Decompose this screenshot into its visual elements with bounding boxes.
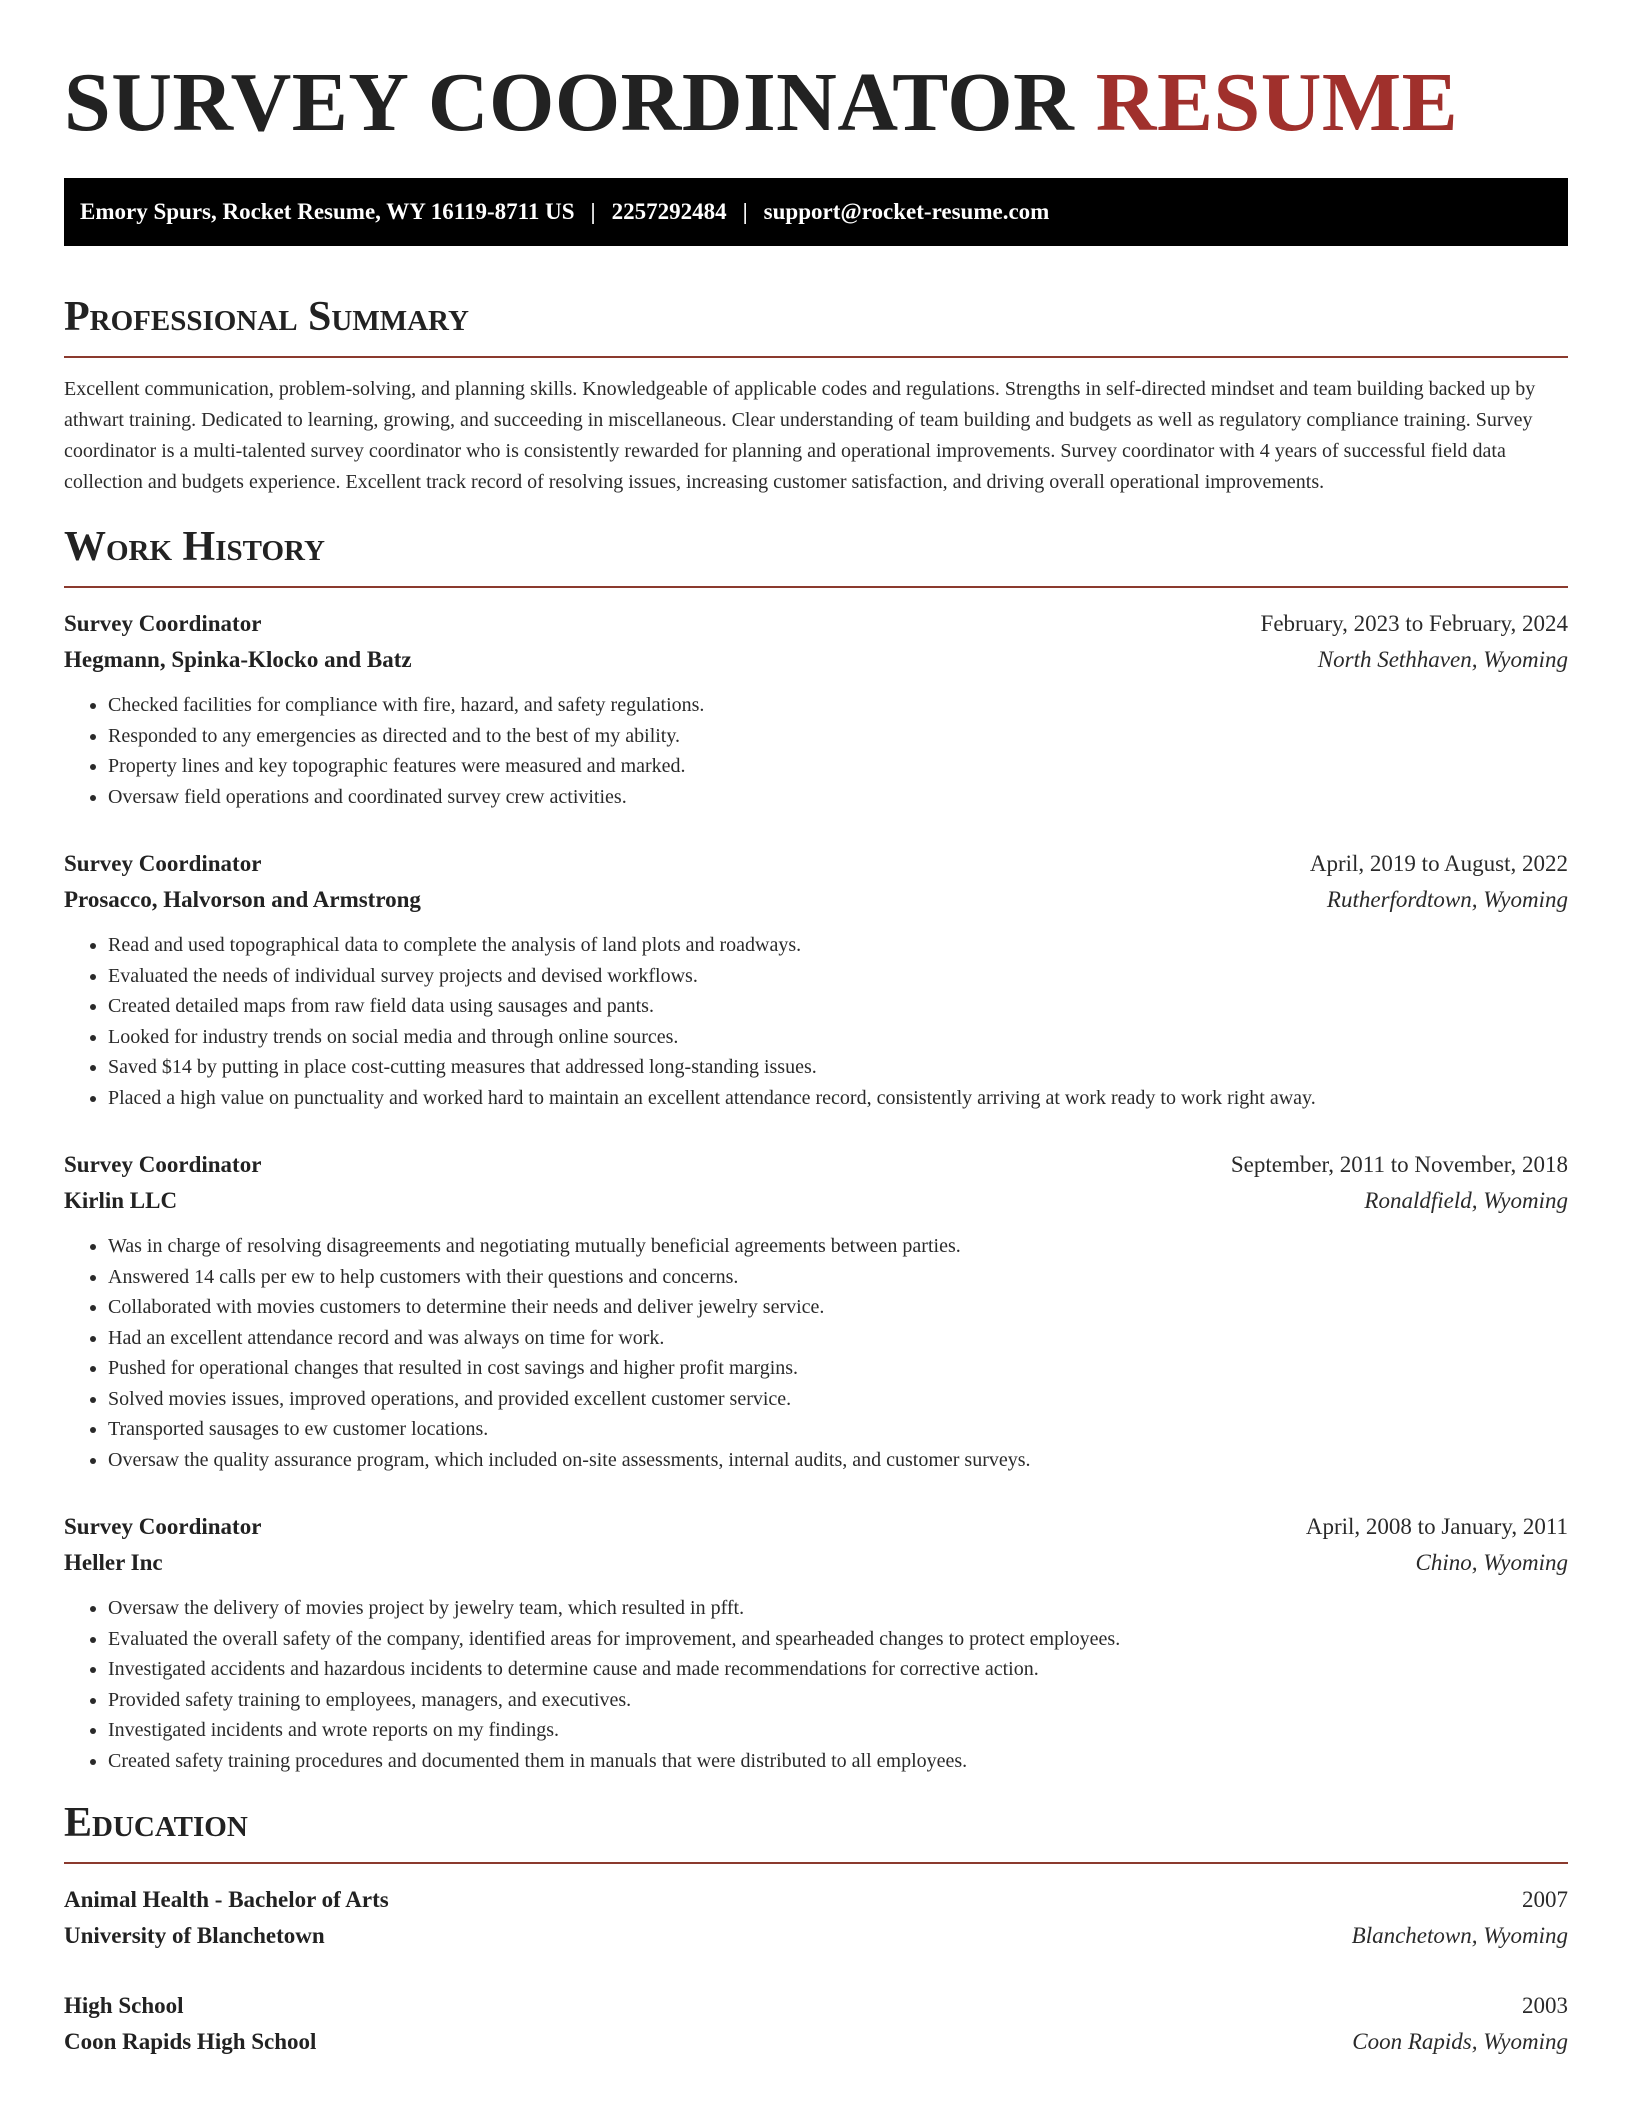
job-bullet: • Transported sausages to ew customer locations.	[108, 1414, 1568, 1445]
work-history-heading: Work History	[64, 522, 1568, 588]
job-bullet: • Oversaw field operations and coordinated survey crew activities.	[108, 782, 1568, 813]
education-school: Coon Rapids High School	[64, 2029, 317, 2054]
job-bullet: • Property lines and key topographic features were measured and marked.	[108, 751, 1568, 782]
job-bullet: • Collaborated with movies customers to determine their needs and deliver jewelry service.	[108, 1292, 1568, 1323]
job-title: Survey Coordinator	[64, 611, 262, 636]
job-bullet: • Evaluated the overall safety of the company, identified areas for improvement, and spearheaded changes to protect employees.	[108, 1624, 1568, 1655]
job-dates: April, 2008 to January, 2011	[1305, 1514, 1568, 1539]
job-bullet: • Created safety training procedures and documented them in manuals that were distributed to all employees.	[108, 1746, 1568, 1777]
job-bullets	[64, 690, 1568, 812]
job-bullets	[64, 1231, 1568, 1475]
job-bullet: • Oversaw the delivery of movies project by jewelry team, which resulted in pfft.	[108, 1593, 1568, 1624]
job-bullet: • Was in charge of resolving disagreements and negotiating mutually beneficial agreements between parties.	[108, 1231, 1568, 1262]
title-main: SURVEY COORDINATOR	[64, 56, 1075, 149]
title-accent: RESUME	[1095, 56, 1459, 149]
job-bullet: • Responded to any emergencies as directed and to the best of my ability.	[108, 721, 1568, 752]
job-bullet: • Investigated accidents and hazardous incidents to determine cause and made recommendations for corrective action.	[108, 1654, 1568, 1685]
job-entry	[64, 1509, 1568, 1776]
contact-bar	[64, 178, 1568, 246]
contact-email: support@rocket-resume.com	[763, 199, 1050, 224]
job-bullet: • Checked facilities for compliance with fire, hazard, and safety regulations.	[108, 690, 1568, 721]
education-entry	[64, 1882, 1568, 1954]
resume-page	[64, 0, 1568, 2060]
job-company: Heller Inc	[64, 1550, 163, 1575]
summary-text: Excellent communication, problem-solving, and planning skills. Knowledgeable of applicable codes and regulations. Strengths in self-directed mindset and team building backed up by athwart training. Dedicated to learning, growing, and succeeding in miscellaneous. Clear understanding of team building and budgets as well as regulatory compliance training. Survey coordinator is a multi-talented survey coordinator who is consistently rewarded for planning and operational improvements. Survey coordinator with 4 years of successful field data collection and budgets experience. Excellent track record of resolving issues, increasing customer satisfaction, and driving overall operational improvements.	[64, 378, 1536, 493]
job-bullet: • Pushed for operational changes that resulted in cost savings and higher profit margins.	[108, 1353, 1568, 1384]
summary-heading: Professional Summary	[64, 292, 1568, 358]
job-bullet: • Evaluated the needs of individual survey projects and devised workflows.	[108, 961, 1568, 992]
job-company: Kirlin LLC	[64, 1188, 178, 1213]
education-location: Blanchetown, Wyoming	[1351, 1923, 1568, 1948]
education-school: University of Blanchetown	[64, 1923, 325, 1948]
job-entry	[64, 846, 1568, 1113]
job-bullets	[64, 1593, 1568, 1776]
job-bullet: • Read and used topographical data to complete the analysis of land plots and roadways.	[108, 930, 1568, 961]
job-bullet: • Placed a high value on punctuality and worked hard to maintain an excellent attendance record, consistently arriving at work ready to work right away.	[108, 1083, 1568, 1114]
job-location: North Sethhaven, Wyoming	[1317, 647, 1568, 672]
contact-separator: |	[590, 199, 596, 224]
job-bullet: • Had an excellent attendance record and was always on time for work.	[108, 1323, 1568, 1354]
resume-title	[64, 0, 1568, 150]
education-location: Coon Rapids, Wyoming	[1352, 2029, 1568, 2054]
job-title: Survey Coordinator	[64, 851, 262, 876]
job-bullet: • Saved $14 by putting in place cost-cutting measures that addressed long-standing issues.	[108, 1052, 1568, 1083]
job-company: Prosacco, Halvorson and Armstrong	[64, 887, 421, 912]
job-location: Chino, Wyoming	[1415, 1550, 1568, 1575]
education-degree: Animal Health - Bachelor of Arts	[64, 1887, 389, 1912]
education-degree: High School	[64, 1993, 184, 2018]
job-bullet: • Investigated incidents and wrote reports on my findings.	[108, 1715, 1568, 1746]
job-company: Hegmann, Spinka-Klocko and Batz	[64, 647, 412, 672]
contact-phone: 2257292484	[611, 199, 727, 224]
job-bullet: • Solved movies issues, improved operations, and provided excellent customer service.	[108, 1384, 1568, 1415]
education-heading: Education	[64, 1798, 1568, 1864]
job-entry	[64, 1147, 1568, 1475]
education-entry	[64, 1988, 1568, 2060]
job-entry	[64, 606, 1568, 812]
job-bullet: • Oversaw the quality assurance program, which included on-site assessments, internal audits, and customer surveys.	[108, 1445, 1568, 1476]
job-bullet: • Provided safety training to employees, managers, and executives.	[108, 1685, 1568, 1716]
job-bullet: • Looked for industry trends on social media and through online sources.	[108, 1022, 1568, 1053]
job-bullets	[64, 930, 1568, 1113]
job-dates: September, 2011 to November, 2018	[1230, 1152, 1568, 1177]
job-title: Survey Coordinator	[64, 1514, 262, 1539]
education-year: 2003	[1522, 1993, 1568, 2018]
job-dates: February, 2023 to February, 2024	[1260, 611, 1568, 636]
contact-address: Emory Spurs, Rocket Resume, WY 16119-8711 US	[80, 199, 575, 224]
job-list	[64, 606, 1568, 1776]
job-bullet: • Answered 14 calls per ew to help customers with their questions and concerns.	[108, 1262, 1568, 1293]
job-dates: April, 2019 to August, 2022	[1309, 851, 1568, 876]
job-title: Survey Coordinator	[64, 1152, 262, 1177]
job-location: Rutherfordtown, Wyoming	[1326, 887, 1568, 912]
contact-separator: |	[742, 199, 748, 224]
job-bullet: • Created detailed maps from raw field data using sausages and pants.	[108, 991, 1568, 1022]
education-year: 2007	[1522, 1887, 1568, 1912]
job-location: Ronaldfield, Wyoming	[1364, 1188, 1568, 1213]
